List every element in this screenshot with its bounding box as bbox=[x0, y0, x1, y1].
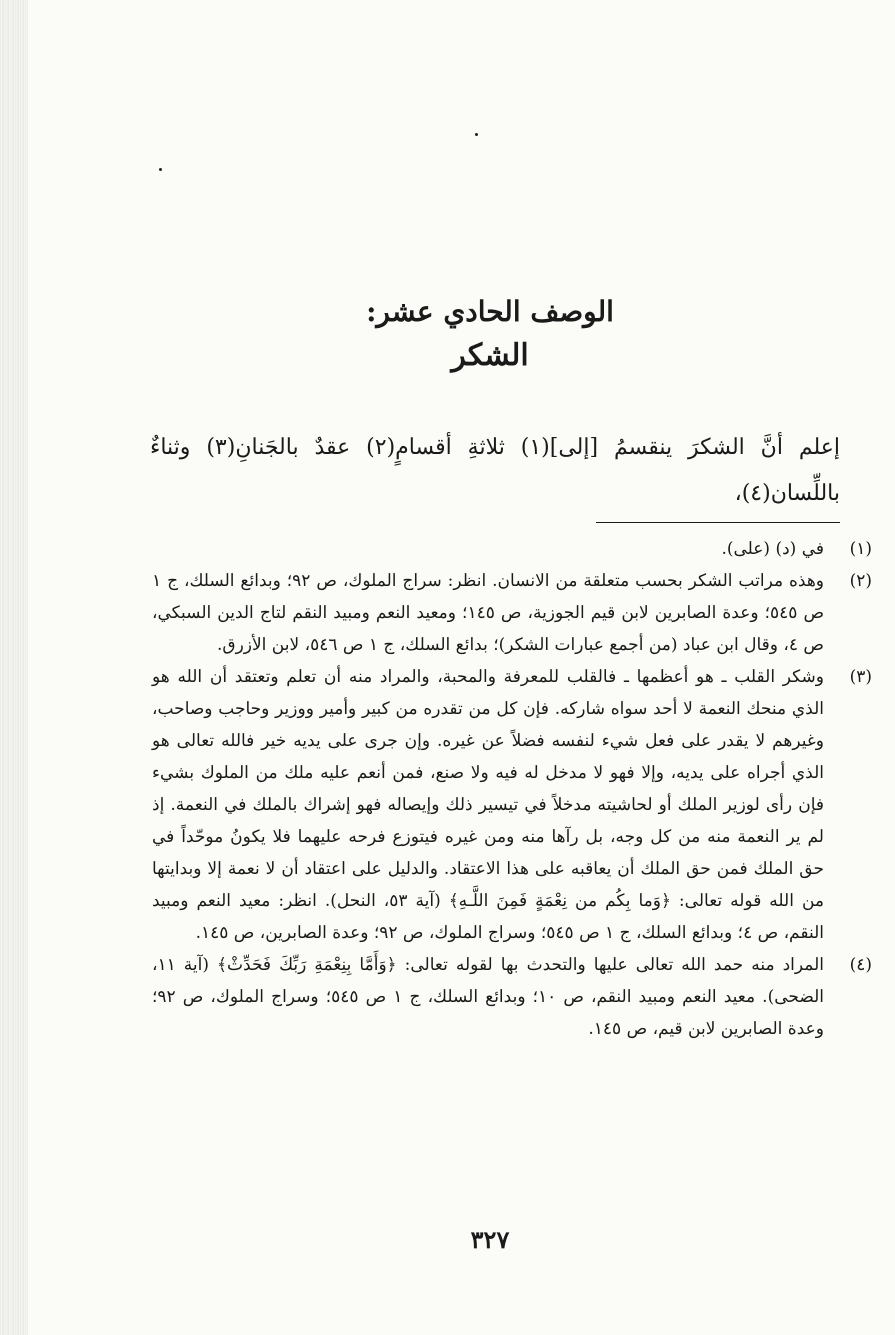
footnote-separator bbox=[596, 522, 840, 523]
section-heading bbox=[330, 290, 650, 378]
stray-mark-1 bbox=[475, 133, 478, 136]
footnote-4 bbox=[152, 949, 872, 1045]
stray-mark-2 bbox=[159, 168, 162, 171]
footnote-1 bbox=[152, 533, 872, 565]
footnote-number: (٢) bbox=[849, 571, 872, 591]
footnote-2 bbox=[152, 565, 872, 661]
footnote-text: وشكر القلب ـ هو أعظمها ـ فالقلب للمعرفة والمحبة، والمراد منه أن تعلم وتعتقد أن الله هو الذي منحك النعمة لا أحد سواه شاركه. فإن كل من تقدره من كبير وأمير ووزير وحاجب وصاحب، وغيرهم لا يقدر على فعل شيء لنفسه فضلاً عن غيره. وإن جرى على يديه خير فالله تعالى هو الذي أجراه على يديه، وإلا فهو لا مدخل له فيه ولا صنع، فمن أنعم عليه ملك من الملوك بشيء فإن رأى لوزير الملك أو لحاشيته مدخلاً في تيسير ذلك وإيصاله فهو إشراك بالملك في النعمة. إذ لم ير النعمة منه من كل وجه، بل رآها منه ومن غيره فيتوزع فرحه عليهما فلا يكونُ موحّداً في حق الملك فمن حق الملك أن يعاقبه على هذا الاعتقاد. والدليل على اعتقاد أن لا نعمة إلا وبدايتها من الله قوله تعالى: ﴿وَما بِكُم من نِعْمَةٍ فَمِنَ اللَّـهِ﴾ (آية ٥٣، النحل). انظر: معيد النعم ومبيد النقم، ص ٤؛ وبدائع السلك، ج ١ ص ٥٤٥؛ وسراج الملوك، ص ٩٢؛ وعدة الصابرين، ص ١٤٥. bbox=[152, 667, 824, 943]
footnote-number: (١) bbox=[849, 539, 872, 559]
footnote-number: (٣) bbox=[849, 667, 872, 687]
footnote-text: وهذه مراتب الشكر بحسب متعلقة من الانسان. انظر: سراج الملوك، ص ٩٢؛ وبدائع السلك، ج ١ ص ٥٤٥؛ وعدة الصابرين لابن قيم الجوزية، ص ١٤٥؛ ومعيد النعم ومبيد النقم لتاج الدين السبكي، ص ٤، وقال ابن عباد (من أجمع عبارات الشكر)؛ بدائع السلك، ج ١ ص ٥٤٦، لابن الأزرق. bbox=[152, 571, 824, 655]
footnote-number: (٤) bbox=[849, 955, 872, 975]
footnote-text: في (د) (على). bbox=[721, 539, 824, 559]
section-title: الوصف الحادي عشر: bbox=[366, 295, 614, 328]
main-paragraph: إعلم أنَّ الشكرَ ينقسمُ [إلى](١) ثلاثةِ أقسامٍ(٢) عقدٌ بالجَنانِ(٣) وثناءٌ باللِّسان(٤)، bbox=[150, 435, 840, 506]
footnote-3 bbox=[152, 661, 872, 949]
footnote-text: المراد منه حمد الله تعالى عليها والتحدث بها لقوله تعالى: ﴿وَأَمَّا بِنِعْمَةِ رَبِّكَ فَحَدِّثْ﴾ (آية ١١، الضحى). معيد النعم ومبيد النقم، ص ١٠؛ وبدائع السلك، ج ١ ص ٥٤٥؛ وسراج الملوك، ص ٩٢؛ وعدة الصابرين لابن قيم، ص ١٤٥. bbox=[152, 955, 824, 1039]
scan-edge-artifact bbox=[0, 0, 28, 1335]
footnotes-section bbox=[152, 533, 872, 1045]
section-subtitle: الشكر bbox=[451, 338, 529, 373]
page-number: ٣٢٧ bbox=[470, 1225, 510, 1254]
